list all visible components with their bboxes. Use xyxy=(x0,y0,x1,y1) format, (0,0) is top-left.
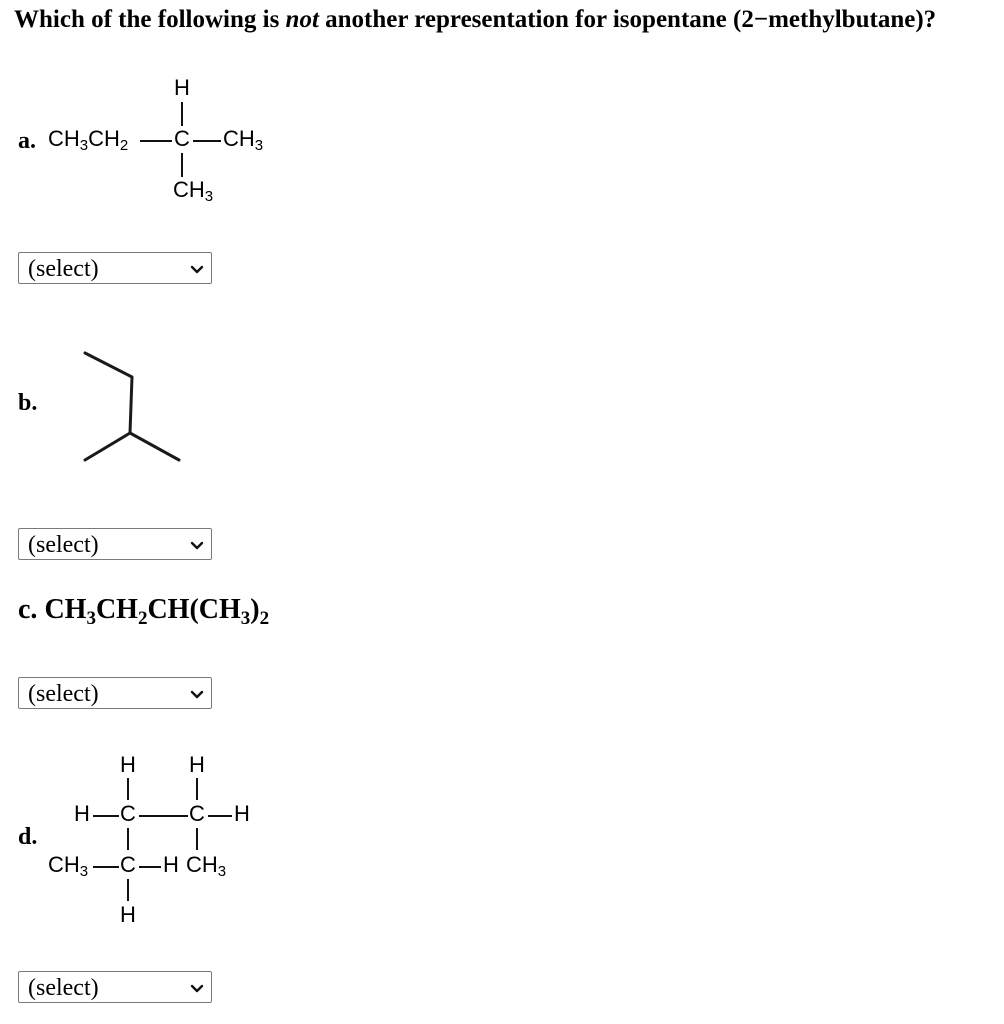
option-c-select[interactable] xyxy=(18,677,212,709)
option-b-letter: b. xyxy=(18,390,38,416)
option-d-bond-ch3-c xyxy=(93,866,119,868)
question-text xyxy=(14,6,936,34)
option-a-select-value: (select) xyxy=(28,256,99,282)
option-a-bond-left xyxy=(140,140,172,142)
option-d-bond-top-left xyxy=(127,778,129,800)
chevron-down-icon xyxy=(190,687,204,705)
chevron-down-icon xyxy=(190,981,204,999)
option-a-select[interactable] xyxy=(18,252,212,284)
option-d-h-top-right: H xyxy=(189,752,205,777)
option-a-bond-bottom xyxy=(181,153,183,177)
option-a-chain-left: $CH_3CH_2$ xyxy=(48,126,129,154)
option-b-select[interactable] xyxy=(18,528,212,560)
question-emphasis: not xyxy=(285,6,319,33)
option-a-letter: a. xyxy=(18,128,36,154)
option-d-bond-vertical-right xyxy=(196,828,198,850)
option-d-ch3-left: $CH_3$ xyxy=(48,852,89,880)
option-d-bond-h-right xyxy=(208,815,232,817)
option-d-h-mid: H xyxy=(163,852,179,877)
question-prefix: Which of the following is xyxy=(14,6,286,33)
option-b-skeletal-structure xyxy=(75,345,190,465)
chevron-down-icon xyxy=(190,262,204,280)
option-c-select-value: (select) xyxy=(28,681,99,707)
option-d-c-lower: C xyxy=(120,852,136,877)
option-d-c-upper-right: C xyxy=(189,801,205,826)
option-b-select-value: (select) xyxy=(28,532,99,558)
option-d-bond-vertical-left xyxy=(127,828,129,850)
option-d-ch3-right: $CH_3$ xyxy=(186,852,227,880)
option-a-bond-top xyxy=(181,102,183,126)
option-d-h-top-left: H xyxy=(120,752,136,777)
option-d-h-left: H xyxy=(74,801,90,826)
option-d-h-right: H xyxy=(234,801,250,826)
option-d-bond-bottom xyxy=(127,879,129,901)
option-a-bond-right xyxy=(193,140,221,142)
option-d-bond-c-c xyxy=(139,815,188,817)
option-d-select[interactable] xyxy=(18,971,212,1003)
option-a-bottom-group: $CH_3$ xyxy=(173,177,214,205)
option-d-select-value: (select) xyxy=(28,975,99,1001)
option-d-letter: d. xyxy=(18,824,38,850)
option-d-c-upper-left: C xyxy=(120,801,136,826)
option-d-h-bottom: H xyxy=(120,902,136,927)
option-a-right-group: $CH_3$ xyxy=(223,126,264,154)
option-c-formula: c. $CH_3CH_2CH(CH_3)_2$ xyxy=(18,594,270,629)
option-d-bond-h-left xyxy=(93,815,119,817)
question-suffix: another representation for isopentane (2−methylbutane)? xyxy=(318,6,937,33)
option-a-top-hydrogen: H xyxy=(174,75,190,100)
option-a-center-carbon: C xyxy=(174,126,190,151)
option-d-bond-top-right xyxy=(196,778,198,800)
chevron-down-icon xyxy=(190,538,204,556)
option-d-bond-c-h xyxy=(139,866,161,868)
